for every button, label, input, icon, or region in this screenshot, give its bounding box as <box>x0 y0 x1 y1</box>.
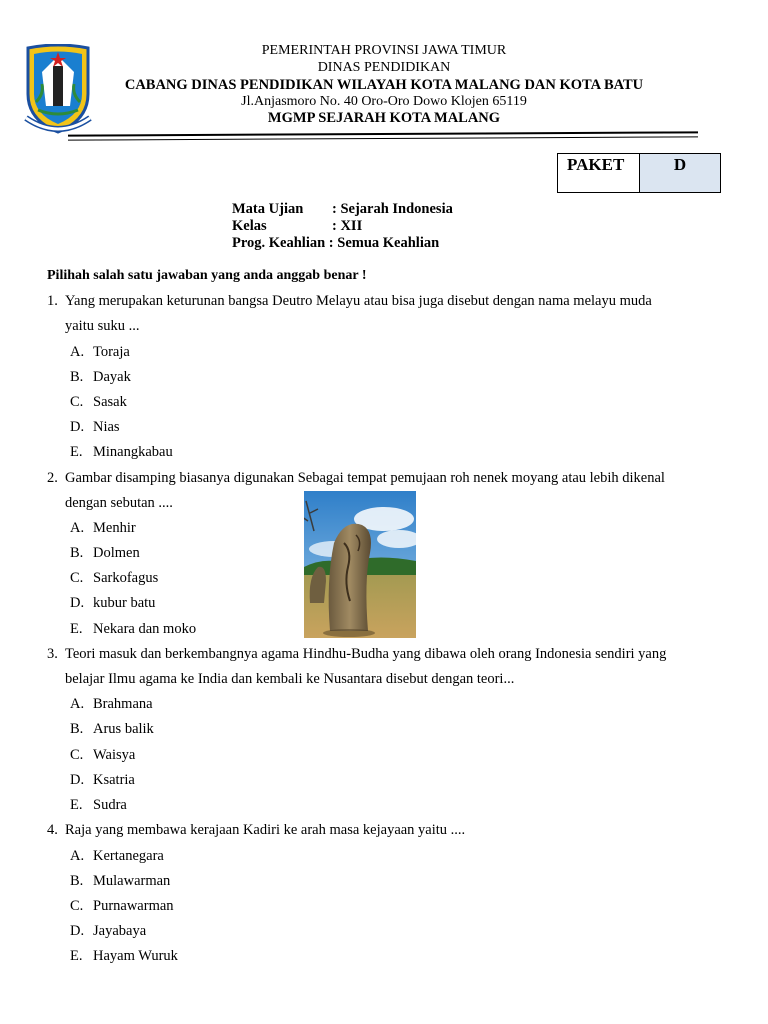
option-a[interactable]: A. Menhir <box>70 520 136 536</box>
question-number: 3. <box>47 646 58 662</box>
question-number: 4. <box>47 822 58 838</box>
question-number: 1. <box>47 293 58 309</box>
header-address: Jl.Anjasmoro No. 40 Oro-Oro Dowo Klojen 65119 <box>241 94 527 109</box>
header-government: PEMERINTAH PROVINSI JAWA TIMUR <box>261 43 507 58</box>
question-number: 2. <box>47 470 58 486</box>
option-e[interactable]: E. Nekara dan moko <box>70 621 197 637</box>
header-divider-thin <box>68 136 698 140</box>
paket-value: D <box>640 154 720 192</box>
question-text: Raja yang membawa kerajaan Kadiri ke arah masa kejayaan yaitu .... <box>65 822 466 838</box>
option-b[interactable]: B. Arus balik <box>70 721 154 737</box>
option-a[interactable]: A. Toraja <box>70 344 130 360</box>
option-a[interactable]: A. Kertanegara <box>70 848 164 864</box>
instruction: Pilihah salah satu jawaban yang anda anggab benar ! <box>47 268 367 283</box>
option-c[interactable]: C. Waisya <box>70 747 136 763</box>
option-e[interactable]: E. Minangkabau <box>70 444 173 460</box>
option-d[interactable]: D. Nias <box>70 419 120 435</box>
question-text-cont: yaitu suku ... <box>65 318 140 334</box>
header-mgmp: MGMP SEJARAH KOTA MALANG <box>267 110 501 126</box>
option-c[interactable]: C. Sasak <box>70 394 127 410</box>
header-department: DINAS PENDIDIKAN <box>317 60 451 75</box>
option-e[interactable]: E. Sudra <box>70 797 127 813</box>
question-text: Yang merupakan keturunan bangsa Deutro Melayu atau bisa juga disebut dengan nama melayu muda <box>65 293 652 309</box>
option-d[interactable]: D. Ksatria <box>70 772 135 788</box>
question-text-cont: belajar Ilmu agama ke India dan kembali ke Nusantara disebut dengan teori... <box>65 671 515 687</box>
question-text-cont: dengan sebutan .... <box>65 495 173 511</box>
paket-box <box>557 153 721 193</box>
header-branch: CABANG DINAS PENDIDIKAN WILAYAH KOTA MALANG DAN KOTA BATU <box>124 77 644 93</box>
option-a[interactable]: A. Brahmana <box>70 696 153 712</box>
question-text: Teori masuk dan berkembangnya agama Hindhu-Budha yang dibawa oleh orang Indonesia sendiri yang <box>65 646 667 662</box>
option-b[interactable]: B. Dolmen <box>70 545 140 561</box>
option-c[interactable]: C. Purnawarman <box>70 898 174 914</box>
option-d[interactable]: D. kubur batu <box>70 595 156 611</box>
option-d[interactable]: D. Jayabaya <box>70 923 147 939</box>
option-b[interactable]: B. Mulawarman <box>70 873 171 889</box>
question-text: Gambar disamping biasanya digunakan Sebagai tempat pemujaan roh nenek moyang atau lebih dikenal <box>65 470 665 486</box>
meta-subject-value: : Sejarah Indonesia <box>332 201 453 217</box>
meta-subject <box>232 201 453 218</box>
option-b[interactable]: B. Dayak <box>70 369 131 385</box>
option-e[interactable]: E. Hayam Wuruk <box>70 948 178 964</box>
meta-subject-label: Mata Ujian <box>232 201 304 217</box>
meta-class-label: Kelas <box>232 218 267 234</box>
meta-class-value: : XII <box>332 218 363 234</box>
menhir-photo <box>304 491 416 638</box>
meta-class <box>232 218 362 235</box>
option-c[interactable]: C. Sarkofagus <box>70 570 159 586</box>
paket-label: PAKET <box>558 154 640 192</box>
meta-program: Prog. Keahlian : Semua Keahlian <box>232 235 440 251</box>
